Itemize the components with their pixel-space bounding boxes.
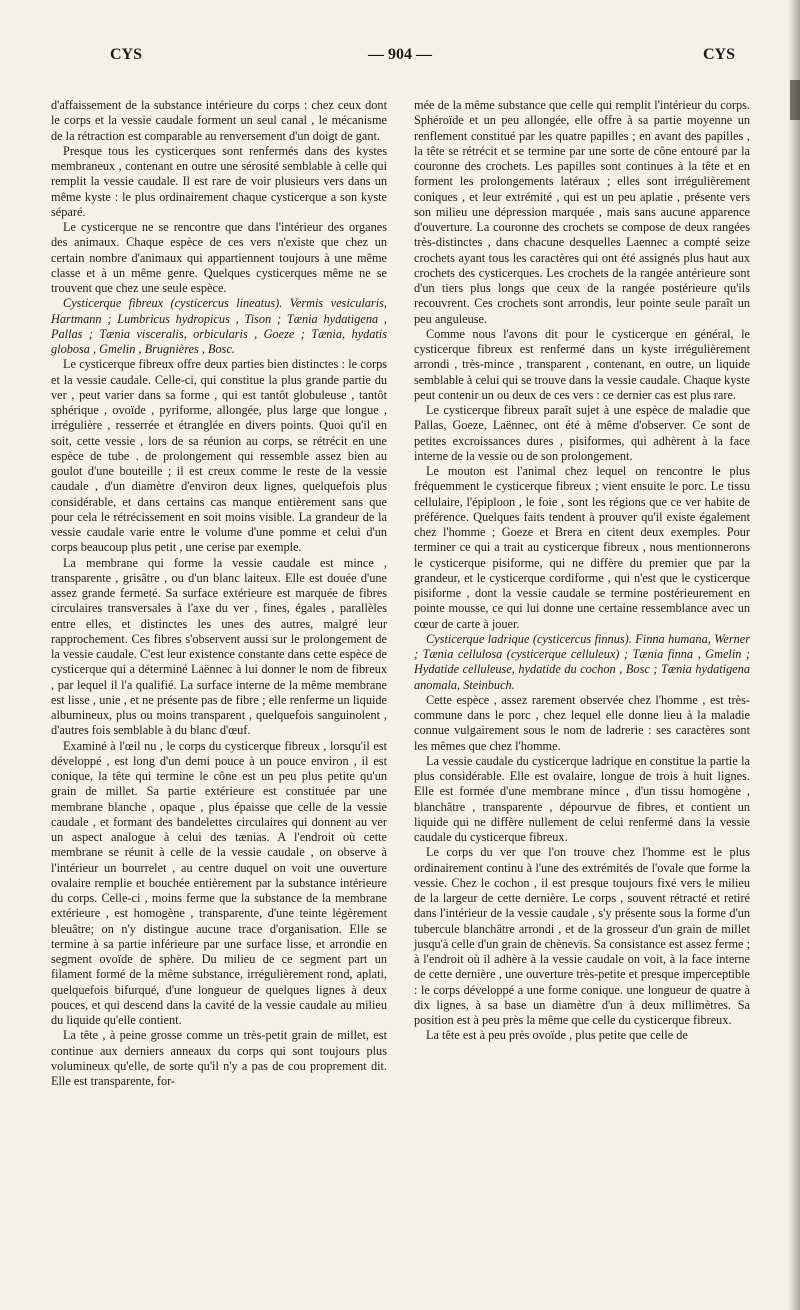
paragraph: La membrane qui forme la vessie caudale est mince , transparente , grisâtre , ou d'un blanc laiteux. Elle est douée d'une assez grande fermeté. Sa surface extérieure est marquée de fibres circulaires transversales à l'axe du ver , fines, égales , parallèles entre elles, et distinctes les unes des autres, malgré leur rapprochement. Ces fibres s'observent aussi sur le prolongement de la vessie caudale. C'est leur existence constante dans cette espèce de cysticerque qui a déterminé Laënnec à lui donner le nom de fibreux , par lequel il l'a qualifié. La surface interne de la même membrane est lisse , unie , et ne présente pas de fibre ; elle renferme un liquide albumineux, plus ou moins transparent , quelquefois sanguinolent , d'autres fois semblable à du blanc d'œuf. [51,555,387,738]
paragraph: Presque tous les cysticerques sont renfermés dans des kystes membraneux , contenant en outre une sérosité semblable à celle qui remplit la vessie caudale. Il est rare de voir plusieurs vers dans un même kyste : le plus ordinairement chaque cysticerque a son kyste séparé. [51,143,387,219]
paragraph: La vessie caudale du cysticerque ladrique en constitue la partie la plus considérable. Elle est ovalaire, longue de trois à huit lignes. Elle est formée d'une membrane mince , d'un tissu homogène , blanchâtre , transparente , dépourvue de fibres, et contient un liquide qui ne diffère nullement de celui renfermé dans la vessie caudale du cysticerque fibreux. [414,753,750,844]
left-column [51,98,387,1089]
right-column [414,98,750,1044]
running-head [50,46,750,68]
paragraph: d'affaissement de la substance intérieure du corps : chez ceux dont le corps et la vessie caudale forment un seul canal , le mécanisme de la rétraction est comparable au renversement d'un doigt de gant. [51,98,387,143]
species-entry-heading: Cysticerque fibreux (cysticercus lineatus). Vermis vesicularis, Hartmann ; Lumbricus hydropicus , Tison ; Tænia hydatigena , Pallas ; Tænia visceralis, orbicularis , Goeze ; Tænia, hydatis globosa , Gmelin , Brugnières , Bosc. [51,296,387,356]
paragraph: Le cysticerque fibreux paraît sujet à une espèce de maladie que Pallas, Goeze, Laënnec, ont été à même d'observer. Ce sont de petites excroissances dures , pisiformes, qui adhèrent à la face interne de la vessie ou de son prolongement. [414,403,750,463]
paragraph: Cette espèce , assez rarement observée chez l'homme , est très-commune dans le porc , chez lequel elle donne lieu à la maladie connue vulgairement sous le nom de ladrerie : ses caractères sont les mêmes que chez l'homme. [414,692,750,753]
paragraph: La tête est à peu près ovoïde , plus petite que celle de [426,1028,688,1043]
header-left-keyword: CYS [110,46,143,63]
paragraph: Comme nous l'avons dit pour le cysticerque en général, le cysticerque fibreux est renfermé dans un kyste irrégulièrement arrondi , très-mince , transparent , contenant, en outre, un liquide semblable à celui qui se trouve dans la vessie caudale. Chaque kyste peut contenir un ou deux de ces vers : ce dernier cas est plus rare. [414,326,751,402]
page-edge-shadow [788,0,800,1310]
paragraph: mée de la même substance que celle qui remplit l'intérieur du corps. Sphéroïde et un peu allongée, elle offre à sa partie moyenne un renflement constitué par les quatre papilles ; en avant des papilles , la tête se rétrécit et se termine par une sorte de cône entouré par la couronne des crochets. Les papilles sont continues à la tête et en forment les prolongements latéraux ; elles sont irrégulièrement coniques , et leur extrémité , qui est un peu aplatie , présente vers son milieu une dépression marquée , mais sans aucune apparence d'ouverture. La couronne des crochets se compose de deux rangées très-distinctes , dans chacune desquelles Laennec a compté seize crochets ayant tous les caractères qui ont été assignés plus haut aux crochets des cysticerques. Les crochets de la rangée antérieure sont d'un tiers plus longs que ceux de la rangée postérieure qu'ils recouvrent. Ces crochets sont arrondis, leur pointe seule paraît un peu anguleuse. [414,98,750,326]
header-right-keyword: CYS [702,46,735,63]
paragraph: Le corps du ver que l'on trouve chez l'homme est le plus ordinairement continu à l'une des extrémités de l'ovale que forme la vessie. Chez le cochon , il est presque toujours fixé vers le milieu de la largeur de cette dernière. Le corps , souvent rétracté et retiré dans l'intérieur de la vessie caudale , s'y présente sous la forme d'un tubercule blanchâtre arrondi , et de la grosseur d'un grain de millet jusqu'à celle d'un grain de chènevis. Sa consistance est assez ferme ; à l'endroit où il adhère à la vessie caudale on voit, à la face interne de cette dernière , une ouverture très-petite et presque imperceptible : le corps développé a une forme conique. une longueur de quatre à dix lignes, à sa base un diamètre d'un à deux millimètres. Sa position est à peu près la même que celle du cysticerque fibreux. [414,845,750,1027]
paragraph: Le cysticerque ne se rencontre que dans l'intérieur des organes des animaux. Chaque espèce de ces vers n'existe que chez un certain nombre d'animaux qui appartiennent toujours à une même classe et à un même genre. Quelques cysticerques même ne se trouvent que chez une seule espèce. [51,220,387,295]
page-number: — 904 — [368,46,432,63]
species-entry-heading: Cysticerque ladrique (cysticercus finnus). Finna humana, Werner ; Tænia cellulosa (cysticerque celluleux) ; Tænia finna , Gmelin ; Hydatide celluleuse, hydatide du cochon , Bosc ; Tænia hydatigena anomala, Steinbuch. [414,631,750,692]
paragraph: La tête , à peine grosse comme un très-petit grain de millet, est continue aux derniers anneaux du corps qui sont toujours plus volumineux qu'elle, de sorte qu'il n'y a pas de cou proprement dit. Elle est transparente, for- [51,1028,387,1088]
paragraph: Examiné à l'œil nu , le corps du cysticerque fibreux , lorsqu'il est développé , est long d'un demi pouce à un pouce environ , il est conique, la tête qui termine le cône est un peu plus petite qu'un grain de millet. Sa partie extérieure est constituée par une membrane blanche , opaque , plus épaisse que celle de la vessie caudale , et formant des bandelettes circulaires qui donnent au ver un aspect analogue à celui des tænias. A l'endroit où cette membrane se réunit à celle de la vessie caudale , on observe à l'intérieur un bourrelet , au centre duquel on voit une ouverture ovalaire remplie et bouchée entièrement par la substance intérieure du corps. Celle-ci , moins ferme que la substance de la membrane extérieure , est homogène , transparente, d'une teinte légèrement bleuâtre; on n'y distingue aucune trace d'organisation. Elle se termine à sa partie inférieure par une surface lisse, et arrondie en segment ovoïde de sphère. Du milieu de ce segment part un filament formé de la même substance, irrégulièrement rond, aplati, quelquefois bifurqué, d'une longueur de quelques lignes à deux pouces, et qui descend dans la cavité de la vessie caudale au milieu du liquide qu'elle contient. [51,738,387,1027]
paragraph: Le mouton est l'animal chez lequel on rencontre le plus fréquemment le cysticerque fibreux ; vient ensuite le porc. Le tissu cellulaire, l'épiploon , le foie , sont les régions que ce ver habite de préférence. Quelques faits tendent à prouver qu'il existe également chez l'homme ; Goeze et Brera en citent deux exemples. Pour terminer ce qui a trait au cysticerque fibreux , nous mentionnerons le cysticerque pisiforme, qui ne diffère du premier que par la grandeur, et le cysticerque cordiforme , qui n'est que le cysticerque pisiforme , dont la vessie caudale se termine postérieurement en pointe mousse, ce qui lui donne une certaine ressemblance avec un cœur de carte à jouer. [414,464,750,631]
paragraph: Le cysticerque fibreux offre deux parties bien distinctes : le corps et la vessie caudale. Celle-ci, qui constitue la plus grande partie du ver , peut varier dans sa forme , qui est tantôt globuleuse , tantôt sphérique , ovoïde , pyriforme, allongée, plus large que longue , irrégulière , resserrée et étranglée en divers points. Quoi qu'il en soit, cette vessie , lors de sa réunion au corps, se rétrécit en une espèce de tube . de prolongement qui ressemble assez bien au goulot d'une bouteille ; il est creux comme le reste de la vessie caudale , d'un diamètre d'environ deux lignes, quelquefois plus considérable, et dans certains cas manque entièrement sans que pour cela le rétrécissement en soit moins visible. La grandeur de la vessie caudale varie entre le volume d'une pomme et celui d'un corps beaucoup plus petit , une cerise par exemple. [51,357,387,555]
